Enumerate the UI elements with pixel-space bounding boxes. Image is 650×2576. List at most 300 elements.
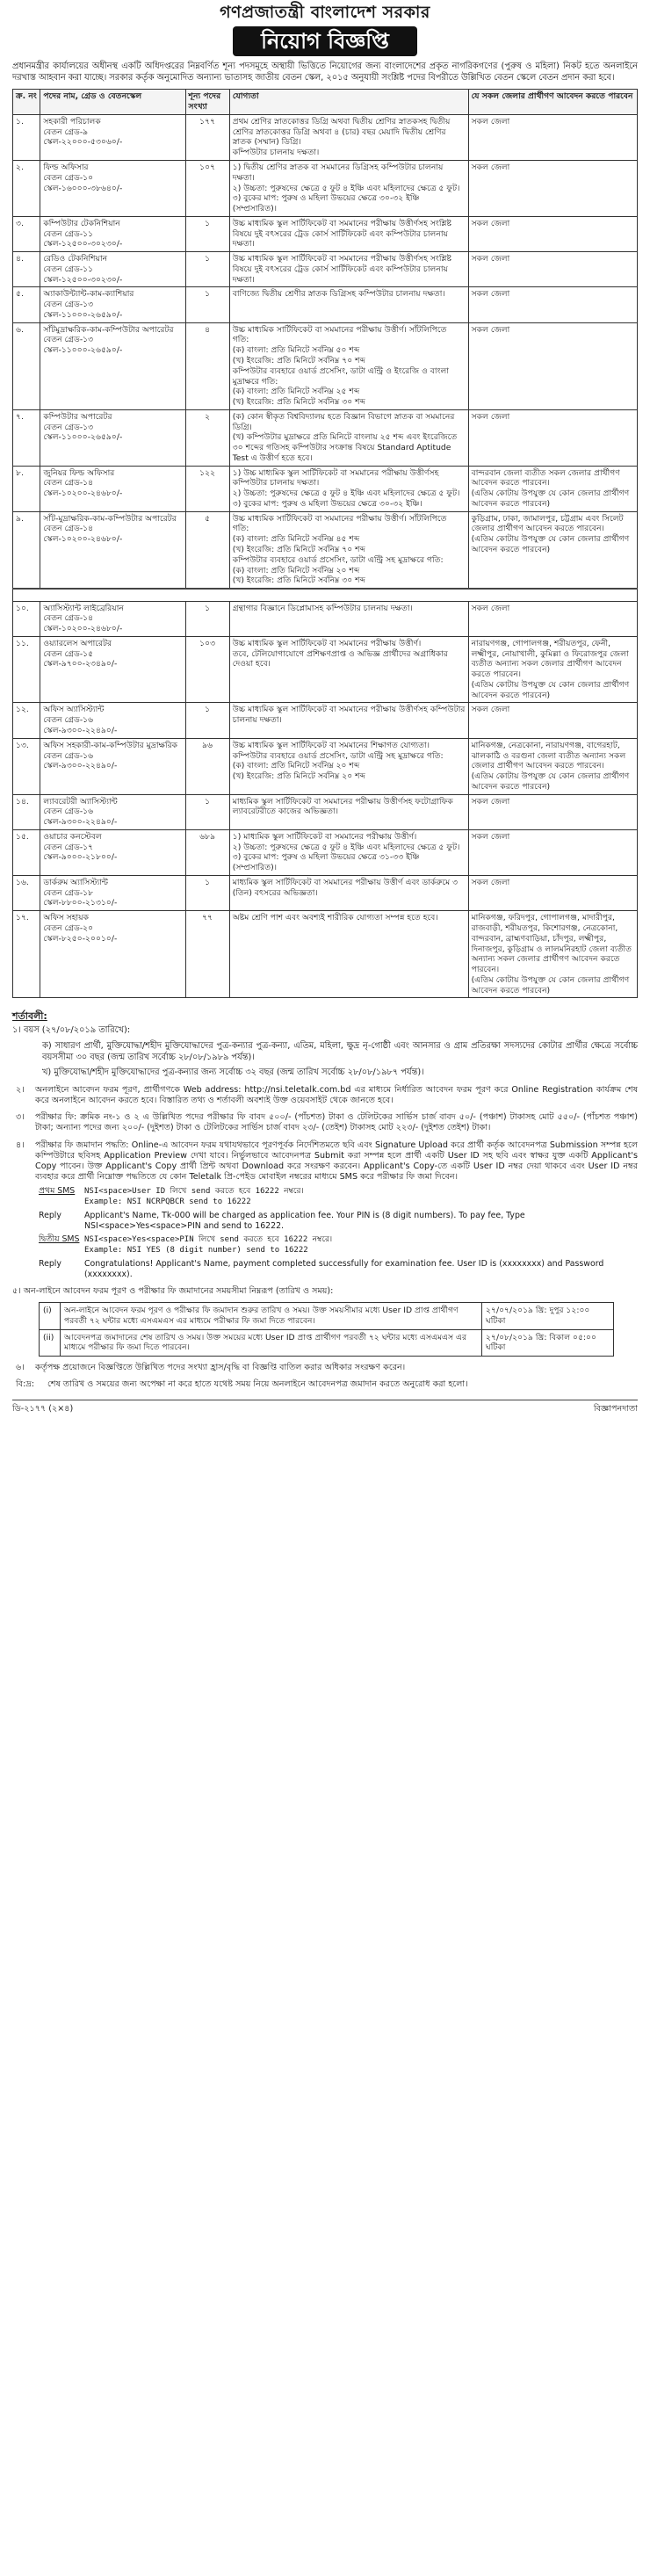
sms-reply-label: Reply — [39, 1258, 61, 1269]
pay-scale: স্কেল-৯০০০-২১৮০০/- — [43, 852, 118, 863]
row-vacancy — [185, 322, 229, 409]
row-serial — [13, 636, 40, 703]
pay-scale: স্কেল-১১০০০-২৬৫৯০/- — [43, 309, 123, 320]
qualification-line: বাণিজ্যে দ্বিতীয় শ্রেণীর স্নাতক ডিগ্রিসহ কম্পিউটার চালনায় দক্ষতা। — [232, 289, 445, 300]
qualification-line: উচ্চ মাধ্যমিক সার্টিফিকেট বা সমমানের পরীক্ষায় উত্তীর্ণ। সাঁটলিপিতে গতি: — [232, 513, 447, 534]
row-serial — [13, 252, 40, 287]
row-qualification — [229, 601, 468, 636]
header-post: পদের নাম, গ্রেড ও বেতনস্কেল — [40, 90, 185, 115]
row-qualification — [229, 252, 468, 287]
pay-grade: বেতন গ্রেড-১৬ — [43, 807, 94, 817]
age-line: ১। বয়স (২৭/০৮/২০১৯ তারিখে): — [12, 1025, 131, 1036]
row-vacancy — [185, 703, 229, 738]
qualification-line: উচ্চ মাধ্যমিক স্কুল সার্টিফিকেট বা সমমানের পরীক্ষায় উত্তীর্ণ। — [232, 638, 422, 648]
pay-grade: বেতন গ্রেড-১৪ — [43, 524, 94, 534]
row-serial — [13, 511, 40, 589]
row-vacancy — [185, 636, 229, 703]
row-vacancy — [185, 911, 229, 998]
qualification-line: (ক) বাংলা: প্রতি মিনিটে সর্বনিম্ন ৫০ শব্দ — [232, 345, 360, 356]
district-line: সকল জেলা — [471, 705, 510, 715]
pay-grade: বেতন গ্রেড-১০ — [43, 172, 94, 183]
table-row — [13, 322, 638, 409]
row-serial — [13, 466, 40, 511]
qualification-line: ৩) বুকের মাপ: পুরুষ ও মহিলা উভয়ের ক্ষেত্রে ৩০-৩২ ইঞ্চি। — [232, 498, 422, 509]
row-post — [40, 322, 185, 409]
pay-grade: বেতন গ্রেড-১৮ — [43, 887, 94, 898]
row-districts — [468, 794, 637, 829]
row-districts — [468, 322, 637, 409]
qualification-line: উচ্চ মাধ্যমিক স্কুল সার্টিফিকেট বা সমমানের পরীক্ষায় উত্তীর্ণসহ কম্পিউটার চালনায় দক্ষতা। — [232, 705, 466, 726]
district-line: (এতিম কোটায় উপযুক্ত যে কোন জেলার প্রার্থীগণ আবেদন করতে পারবেন) — [471, 974, 630, 995]
vacancy-count: ৫ — [205, 513, 211, 524]
vacancy-table — [12, 89, 638, 998]
sms-second-text: NSI<space>Yes<space>PIN লিখে send করতে হবে 16222 নম্বরে। — [84, 1234, 333, 1244]
row-districts — [468, 216, 637, 251]
qualification-line: ১) মাধ্যমিক স্কুল সার্টিফিকেট বা সমমানের পরীক্ষায় উত্তীর্ণ। — [232, 831, 417, 842]
sms-first-label: প্রথম SMS — [39, 1185, 76, 1196]
sms-first-row — [12, 1186, 638, 1208]
qualification-line: (খ) ইংরেজি: প্রতি মিনিটে সর্বনিম্ন ৭০ শব্দ — [232, 355, 366, 365]
row-vacancy — [185, 287, 229, 322]
row-districts — [468, 875, 637, 910]
header-qualification: যোগ্যতা — [229, 90, 468, 115]
pay-grade: বেতন গ্রেড-১১ — [43, 228, 94, 239]
row-serial — [13, 287, 40, 322]
intro-paragraph: প্রধানমন্ত্রীর কার্যালয়ের অধীনস্থ একটি অধিদপ্তরের নিম্নবর্ণিত শূন্য পদসমূহে অস্থায়ী ভিত্তিতে নিয়োগের জন্য বাংলাদেশের প্রকৃত নাগরিকগণের (পুরুষ ও মহিলা) নিকট হতে অনলাইনে দরখাস্ত আহবান করা যাচ্ছে। সরকার কর্তৃক অনুমোদিত অন্যান্য ভাতাসহ জাতীয় বেতন স্কেল, ২০১৫ অনুযায়ী সংশ্লিষ্ট পদের বিপরীতে উল্লিখিত বেতন স্কেলে বেতন প্রদান করা হবে। — [12, 62, 638, 83]
district-line: সকল জেলা — [471, 411, 510, 422]
pay-scale: স্কেল-১০২০০-২৪৬৮০/- — [43, 488, 123, 499]
post-name: অফিস অ্যাসিস্ট্যান্ট — [43, 705, 105, 715]
qualification-line: ১) দ্বিতীয় শ্রেণির স্নাতক বা সমমানের ডিগ্রিসহ কম্পিউটার চালনায় দক্ষতা। — [232, 162, 444, 183]
post-name: রেডিও টেকনিশিয়ান — [43, 254, 108, 264]
sms-instructions — [12, 1186, 638, 1280]
row-post — [40, 601, 185, 636]
age-condition-b: খ) মুক্তিযোদ্ধা/শহীদ মুক্তিযোদ্ধাদের পুত্র-কন্যার জন্য সর্বোচ্চ ৩২ বছর (জন্ম তারিখ সর্বোচ্চ ২৮/০৮/১৯৮৭ পর্যন্ত)। — [42, 1067, 424, 1078]
district-line: কুড়িগ্রাম, ঢাকা, জামালপুর, চট্টগ্রাম এবং সিলেট জেলার প্রার্থীগণ আবেদন করতে পারবেন। — [471, 513, 624, 534]
district-line: সকল জেলা — [471, 116, 510, 127]
header-vacancy: শূন্য পদের সংখ্যা — [185, 90, 229, 115]
row-qualification — [229, 911, 468, 998]
qualification-line: (খ) ইংরেজি: প্রতি মিনিটে সর্বনিম্ন ৩০ শব্দ — [232, 397, 366, 408]
qualification-line: মাধ্যমিক স্কুল সার্টিফিকেট বা সমমানের পরীক্ষায় উত্তীর্ণ এবং ডার্করুমে ৩ (তিন) বৎসরের অভিজ্ঞতা। — [232, 877, 459, 898]
row-districts — [468, 252, 637, 287]
schedule-row — [40, 1303, 614, 1330]
row-vacancy — [185, 601, 229, 636]
row-districts — [468, 466, 637, 511]
row-districts — [468, 636, 637, 703]
row-serial — [13, 875, 40, 910]
pay-grade: বেতন গ্রেড-১৪ — [43, 478, 94, 488]
pay-scale: স্কেল-৯৩০০-২২৪৯০/- — [43, 761, 118, 771]
instruction-number: ৩। — [16, 1112, 25, 1123]
sms-first-example: Example: NSI NCRPQBCR send to 16222 — [84, 1198, 251, 1207]
qualification-line: মাধ্যমিক স্কুল সার্টিফিকেট বা সমমানের পরীক্ষায় উত্তীর্ণসহ ফটোগ্রাফিক ল্যাবরেটরীতে কাজের অভিজ্ঞতা। — [232, 796, 453, 817]
qualification-line: (খ) ইংরেজি: প্রতি মিনিটে সর্বনিম্ন ৩০ শব্দ — [232, 575, 366, 586]
instruction-list — [12, 1085, 638, 1183]
schedule-table — [39, 1302, 614, 1357]
table-row — [13, 252, 638, 287]
sms-second-reply: Congratulations! Applicant's Name, payment completed successfully for examination fee. User ID is (xxxxxxxx) and Password (xxxxxxxx). — [84, 1258, 604, 1279]
vacancy-count: ১৭৭ — [199, 116, 216, 127]
serial-number: ৯. — [16, 513, 24, 524]
district-line: সকল জেলা — [471, 796, 510, 807]
sms-second-example: Example: NSI YES (8 digit number) send to 16222 — [84, 1246, 308, 1255]
district-line: সকল জেলা — [471, 218, 510, 228]
table-row — [13, 601, 638, 636]
table-row — [13, 794, 638, 829]
pay-grade: বেতন গ্রেড-১৬ — [43, 750, 94, 761]
pay-scale: স্কেল-৯৩০০-২২৪৯০/- — [43, 817, 118, 828]
pay-grade: বেতন গ্রেড-২০ — [43, 923, 94, 933]
row-post — [40, 738, 185, 794]
pay-grade: বেতন গ্রেড-১১ — [43, 264, 94, 274]
row-vacancy — [185, 875, 229, 910]
row-qualification — [229, 114, 468, 160]
table-row — [13, 911, 638, 998]
pay-scale: স্কেল-১১০০০-২৬৫৯০/- — [43, 345, 123, 356]
instruction-text: অনলাইনে আবেদন ফরম পূরণ, প্রার্থীগণকে Web address: http://nsi.teletalk.com.bd এর মাধ্যমে নির্ধারিত আবেদন ফরম পূরণ করে Online Registration কার্যক্রম শেষ করে অনলাইনে আবেদন করতে হবে। বিস্তারিত তথ্য ও শর্তাবলী অবশ্যই উক্ত ওয়েবসাইট থেকে জানতে হবে। — [35, 1084, 638, 1105]
pay-grade: বেতন গ্রেড-১৪ — [43, 613, 94, 624]
government-title: গণপ্রজাতন্ত্রী বাংলাদেশ সরকার — [220, 3, 430, 22]
post-name: অ্যাসিস্ট্যান্ট লাইব্রেরিয়ান — [43, 603, 124, 613]
instruction-number: ২। — [16, 1084, 25, 1095]
row-qualification — [229, 322, 468, 409]
qualification-line: (খ) ইংরেজি: প্রতি মিনিটে সর্বনিম্ন ৭০ শব্দ — [232, 545, 366, 554]
serial-number: ১৭. — [16, 913, 29, 923]
vacancy-table-header — [13, 90, 638, 115]
conditions-heading: শর্তাবলী: — [12, 1010, 47, 1023]
post-name: সাঁটমুদ্রাক্ষরিক-কাম-কম্পিউটার অপারেটর — [43, 324, 174, 335]
footer-signature: বিজ্ঞাপনদাতা — [593, 1403, 638, 1414]
qualification-line: (খ) ইংরেজি: প্রতি মিনিটে সর্বনিম্ন ২০ শব্দ — [232, 771, 366, 782]
vacancy-count: ১ — [205, 796, 211, 807]
qualification-line: ৩) বুকের মাপ: পুরুষ ও মহিলা উভয়ের ক্ষেত্রে ৩০-৩২ ইঞ্চি (সম্প্রসারিত)। — [232, 193, 420, 214]
schedule-row-number: (i) — [40, 1303, 61, 1330]
schedule-row-number: (ii) — [40, 1329, 61, 1357]
schedule-row-description: অন-লাইনে আবেদন ফরম পূরণ ও পরীক্ষার ফি জমাদান শুরুর তারিখ ও সময়। উক্ত সময়সীমার মধ্যে User ID প্রাপ্ত প্রার্থীগণ পরবর্তী ৭২ ঘন্টার মধ্যে এসএমএস এর মাধ্যমে পরীক্ষার ফি জমা দিতে পারবেন। — [61, 1303, 482, 1330]
row-qualification — [229, 160, 468, 216]
table-row — [13, 875, 638, 910]
post-name: ফিল্ড অফিসার — [43, 162, 89, 172]
instruction-item — [12, 1085, 638, 1107]
qualification-line: উচ্চ মাধ্যমিক সার্টিফিকেট বা সমমানের পরীক্ষায় উত্তীর্ণ। সাঁটলিপিতে গতি: — [232, 324, 447, 345]
vacancy-count: ২ — [205, 411, 211, 422]
qualification-line: ২) উচ্চতা: পুরুষদের ক্ষেত্রে ৫ ফুট ৪ ইঞ্চি এবং মহিলাদের ক্ষেত্রে ৫ ফুট। — [232, 488, 460, 499]
pay-scale: স্কেল-৯৭০০-২৩৪৯০/- — [43, 659, 118, 669]
row-post — [40, 911, 185, 998]
pay-grade: বেতন গ্রেড-৯ — [43, 127, 89, 137]
serial-number: ৬. — [16, 324, 24, 335]
sms-first-reply: Applicant's Name, Tk-000 will be charged as application fee. Your PIN is (8 digit numbers). To pay fee, Type NSI<space>Yes<space>PIN and send to 16222. — [84, 1210, 525, 1231]
serial-number: ১৬. — [16, 877, 29, 887]
row-post — [40, 252, 185, 287]
row-vacancy — [185, 409, 229, 466]
serial-number: ৭. — [16, 411, 24, 422]
row-post — [40, 511, 185, 589]
qualification-line: কম্পিউটার চালনায় দক্ষতা। — [232, 148, 320, 158]
post-name: সহকারী পরিচালক — [43, 116, 101, 127]
row-qualification — [229, 738, 468, 794]
qualification-line: (ক) বাংলা: প্রতি মিনিটে সর্বনিম্ন ২০ শব্দ — [232, 565, 360, 575]
footer — [12, 1400, 638, 1415]
district-line: বান্দরবান জেলা ব্যতীত সকল জেলার প্রার্থীগণ আবেদন করতে পারবেন। — [471, 467, 620, 488]
serial-number: ১৫. — [16, 831, 29, 842]
row-serial — [13, 160, 40, 216]
closing-number: বি:দ্র: — [16, 1379, 34, 1390]
row-serial — [13, 114, 40, 160]
qualification-line: তবে, টেলিযোগাযোগে প্রশিক্ষণপ্রাপ্ত ও অভিজ্ঞ প্রার্থীদের অগ্রাধিকার দেওয়া হবে। — [232, 648, 448, 669]
schedule-row-description: আবেদনপত্র জমাদানের শেষ তারিখ ও সময়। উক্ত সময়ের মধ্যে User ID প্রাপ্ত প্রার্থীগণ পরবর্তী ৭২ ঘন্টার মধ্যে এসএমএস এর মাধ্যমে পরীক্ষার ফি জমা দিতে পারবেন। — [61, 1329, 482, 1357]
qualification-line: অষ্টম শ্রেণি পাশ এবং অবশ্যই শারীরিক যোগ্যতা সম্পন্ন হতে হবে। — [232, 913, 438, 923]
row-serial — [13, 829, 40, 875]
row-serial — [13, 738, 40, 794]
vacancy-count: ১ — [205, 254, 211, 264]
sms-first-content — [84, 1186, 638, 1208]
row-districts — [468, 601, 637, 636]
post-name: সাঁট-মুদ্রাক্ষরিক-কাম-কম্পিউটার অপারেটর — [43, 513, 177, 524]
row-districts — [468, 114, 637, 160]
vacancy-count: ১ — [205, 289, 211, 300]
schedule-row — [40, 1329, 614, 1357]
row-districts — [468, 829, 637, 875]
header-serial: ক্র. নং — [13, 90, 40, 115]
table-row — [13, 829, 638, 875]
qualification-line: উচ্চ মাধ্যমিক স্কুল সার্টিফিকেট বা সমমানের শিক্ষাগত যোগ্যতা। — [232, 740, 430, 750]
row-vacancy — [185, 794, 229, 829]
row-vacancy — [185, 511, 229, 589]
row-qualification — [229, 287, 468, 322]
serial-number: ৮. — [16, 467, 24, 478]
closing-item — [12, 1379, 638, 1390]
district-line: সকল জেলা — [471, 289, 510, 300]
row-post — [40, 287, 185, 322]
table-row — [13, 114, 638, 160]
vacancy-count: ৯৬ — [202, 740, 213, 750]
district-line: সকল জেলা — [471, 162, 510, 172]
qualification-line: কম্পিউটার ব্যবহারে ওয়ার্ড প্রসেসিং, ডাটা এন্ট্রি সহ মুদ্রাক্ষরে গতি: — [232, 554, 444, 565]
row-serial — [13, 911, 40, 998]
row-vacancy — [185, 114, 229, 160]
post-name: অ্যাকাউন্ট্যান্ট-কাম-ক্যাশিয়ার — [43, 289, 134, 300]
pay-grade: বেতন গ্রেড-১৩ — [43, 422, 94, 432]
district-line: (এতিম কোটায় উপযুক্ত যে কোন জেলার প্রার্থীগণ আবেদন করতে পারবেন) — [471, 771, 630, 792]
row-post — [40, 216, 185, 251]
closing-text: শেষ তারিখ ও সময়ের জন্য অপেক্ষা না করে হাতে যথেষ্ট সময় নিয়ে অনলাইনে আবেদনপত্র জমাদান করতে অনুরোধ করা হলো। — [47, 1379, 468, 1390]
vacancy-count: ১ — [205, 705, 211, 715]
sms-first-text: NSI<space>User ID লিখে send করতে হবে 16222 নম্বরে। — [84, 1186, 304, 1196]
vacancy-count: ১০৭ — [199, 162, 216, 172]
row-vacancy — [185, 829, 229, 875]
row-post — [40, 466, 185, 511]
sms-reply-label: Reply — [39, 1210, 61, 1220]
page-fold-cell — [13, 589, 638, 601]
pay-grade: বেতন গ্রেড-১৬ — [43, 715, 94, 726]
qualification-line: উচ্চ মাধ্যমিক স্কুল সার্টিফিকেট বা সমমানের পরীক্ষায় উত্তীর্ণসহ সংশ্লিষ্ট বিষয়ে দুই বৎসরের ট্রেড কোর্স সার্টিফিকেট এবং কম্পিউটার চালনায় দক্ষতা। — [232, 254, 452, 285]
row-serial — [13, 322, 40, 409]
row-serial — [13, 703, 40, 738]
post-name: ল্যাবরেটরী অ্যাসিস্ট্যান্ট — [43, 796, 118, 807]
serial-number: ৪. — [16, 254, 24, 264]
district-line: নারায়ণগঞ্জ, গোপালগঞ্জ, শরীয়তপুর, ফেনী, লক্ষ্মীপুর, নোয়াখালী, কুমিল্লা ও ফিরোজপুর জেলা ব্যতীত অন্যান্য সকল জেলার প্রার্থীগণ আবেদন করতে পারবেন। — [471, 638, 629, 680]
row-districts — [468, 409, 637, 466]
serial-number: ১. — [16, 116, 24, 127]
schedule-row-date: ২৭/০৭/২০১৯ খ্রি: দুপুর ১২:০০ ঘটিকা — [482, 1303, 614, 1330]
district-line: সকল জেলা — [471, 831, 510, 842]
instruction-item — [12, 1112, 638, 1134]
row-vacancy — [185, 466, 229, 511]
schedule-heading — [12, 1286, 638, 1297]
post-name: জুনিয়র ফিল্ড অফিসার — [43, 467, 115, 478]
table-row — [13, 703, 638, 738]
post-name: অফিস সহায়ক — [43, 913, 90, 923]
pay-scale: স্কেল-১২৫০০-৩০২৩০/- — [43, 274, 123, 285]
notice-title-banner: নিয়োগ বিজ্ঞপ্তি — [233, 26, 417, 56]
pay-scale: স্কেল-৮৮০০-২১৩১০/- — [43, 898, 118, 908]
serial-number: ১৩. — [16, 740, 29, 750]
row-serial — [13, 601, 40, 636]
vacancy-count: ৪ — [205, 324, 211, 335]
row-qualification — [229, 636, 468, 703]
qualification-line: ২) উচ্চতা: পুরুষদের ক্ষেত্রে ৫ ফুট ৪ ইঞ্চি এবং মহিলাদের ক্ষেত্রে ৫ ফুট। — [232, 183, 460, 193]
serial-number: ৫. — [16, 289, 24, 300]
row-serial — [13, 794, 40, 829]
pay-scale: স্কেল-১০২০০-২৪৬৮০/- — [43, 534, 123, 545]
pay-scale: স্কেল-১১০০০-২৬৫৯০/- — [43, 432, 123, 443]
district-line: সকল জেলা — [471, 877, 510, 887]
serial-number: ১২. — [16, 705, 29, 715]
header-districts: যে সকল জেলার প্রার্থীগণ আবেদন করতে পারবেন — [468, 90, 637, 115]
row-serial — [13, 409, 40, 466]
pay-scale: স্কেল-১২৫০০-৩০২৩০/- — [43, 239, 123, 250]
pay-scale: স্কেল-২২০০০-৫৩০৬০/- — [43, 137, 123, 148]
row-qualification — [229, 875, 468, 910]
row-post — [40, 794, 185, 829]
post-name: ওয়াচার কনস্টেবল — [43, 831, 102, 842]
pay-scale: স্কেল-১০২০০-২৪৬৮০/- — [43, 624, 123, 634]
district-line: সকল জেলা — [471, 324, 510, 335]
row-qualification — [229, 409, 468, 466]
closing-text: কর্তৃপক্ষ প্রয়োজনে বিজ্ঞপ্তিতে উল্লিখিত পদের সংখ্যা হ্রাস/বৃদ্ধি বা বিজ্ঞপ্তি বাতিল করার অধিকার সংরক্ষণ করেন। — [35, 1363, 406, 1373]
schedule-heading-text: ৫। অন-লাইনে আবেদন ফরম পূরণ ও পরীক্ষার ফি জমাদানের সময়সীমা নিম্নরূপ (তারিখ ও সময়): — [12, 1285, 334, 1296]
sms-second-content — [84, 1234, 638, 1256]
row-qualification — [229, 216, 468, 251]
pay-scale: স্কেল-১৬০০০-৩৮৬৪০/- — [43, 183, 123, 193]
serial-number: ১১. — [16, 638, 29, 648]
instruction-item — [12, 1140, 638, 1183]
qualification-line: (ক) কোন স্বীকৃত বিশ্ববিদ্যালয় হতে বিজ্ঞান বিভাগে স্নাতক বা সমমানের ডিগ্রি। — [232, 411, 455, 432]
qualification-line: গ্রন্থাগার বিজ্ঞানে ডিপ্লোমাসহ কম্পিউটার চালনায় দক্ষতা। — [232, 603, 413, 613]
row-vacancy — [185, 738, 229, 794]
qualification-line: উচ্চ মাধ্যমিক স্কুল সার্টিফিকেট বা সমমানের পরীক্ষায় উত্তীর্ণসহ সংশ্লিষ্ট বিষয়ে দুই বৎসরের ট্রেড কোর্স সার্টিফিকেট এবং কম্পিউটার চালনায় দক্ষতা। — [232, 218, 452, 250]
row-vacancy — [185, 252, 229, 287]
qualification-line: (ক) বাংলা: প্রতি মিনিটে সর্বনিম্ন ২০ শব্দ — [232, 761, 360, 771]
table-row — [13, 738, 638, 794]
qualification-line: কম্পিউটার ব্যবহারে ওয়ার্ড প্রসেসিং, ডাটা এন্ট্রি ও ইংরেজি ও বাংলা মুদ্রাক্ষরে গতি: — [232, 365, 450, 387]
row-qualification — [229, 829, 468, 875]
table-row — [13, 160, 638, 216]
row-serial — [13, 216, 40, 251]
vacancy-count: ৬৮৯ — [199, 831, 216, 842]
qualification-line: কম্পিউটার ব্যবহারে ওয়ার্ড প্রসেসিং, ডাটা এন্ট্রি সহ মুদ্রাক্ষরে গতি: — [232, 750, 444, 761]
table-row — [13, 466, 638, 511]
row-qualification — [229, 794, 468, 829]
footer-reference: ডি-২১৭৭ (২×৪) — [12, 1403, 74, 1414]
qualification-line: প্রথম শ্রেণির স্নাতকোত্তর ডিগ্রি অথবা দ্বিতীয় শ্রেণির স্নাতকসহ দ্বিতীয় শ্রেণির স্নাতকোত্তর ডিগ্রি অথবা ৪ (চার) বছর মেয়াদি দ্বিতীয় শ্রেণির স্নাতক (সম্মান) ডিগ্রি। — [232, 116, 451, 148]
post-name: ডার্করুম অ্যাসিস্ট্যান্ট — [43, 877, 109, 887]
district-line: মানিকগঞ্জ, ফরিদপুর, গোপালগঞ্জ, মাদারীপুর, রাজবাড়ী, শরীয়তপুর, কিশোরগঞ্জ, নেত্রকোনা, বান্দরবান, ব্রাহ্মণবাড়িয়া, চাঁদপুর, লক্ষ্মীপুর, দিনাজপুর, কুড়িগ্রাম ও লালমনিরহাট জেলা ব্যতীত অন্যান্য সকল জেলার প্রার্থীগণ আবেদন করতে পারবেন। — [471, 913, 632, 975]
row-post — [40, 409, 185, 466]
table-row — [13, 636, 638, 703]
post-name: অফিস সহকারী-কাম-কম্পিউটার মুদ্রাক্ষরিক — [43, 740, 178, 750]
row-post — [40, 636, 185, 703]
district-line: সকল জেলা — [471, 254, 510, 264]
pay-scale: স্কেল-৮২৫০-২০০১০/- — [43, 933, 118, 944]
row-districts — [468, 911, 637, 998]
post-name: কম্পিউটার অপারেটর — [43, 411, 112, 422]
row-districts — [468, 287, 637, 322]
serial-number: ১৪. — [16, 796, 29, 807]
row-qualification — [229, 466, 468, 511]
sms-second-row — [12, 1234, 638, 1256]
row-districts — [468, 738, 637, 794]
row-vacancy — [185, 216, 229, 251]
instruction-number: ৪। — [16, 1140, 25, 1150]
closing-number: ৬। — [16, 1363, 25, 1373]
instruction-text: পরীক্ষার ফি জমাদান পদ্ধতি: Online-এ আবেদন ফরম যথাযথভাবে পূরণপূর্বক নির্দেশিতমতে ছবি এবং Signature Upload করে প্রার্থী কর্তৃক আবেদনপত্র Submission সম্পন্ন হলে কম্পিউটারে ছবিসহ Application Preview দেখা যাবে। নির্ভুলভাবে আবেদনপত্র Submit করা সম্পন্ন হলে প্রার্থী একটি User ID সহ ছবি এবং স্বাক্ষর যুক্ত একটি Applicant's Copy পাবেন। উক্ত Applicant's Copy প্রার্থী প্রিন্ট অথবা Download করে সংরক্ষণ করবেন। Applicant's Copy-তে একটি User ID নম্বর দেয়া থাকবে এবং User ID নম্বর ব্যবহার করে প্রার্থী নিম্নোক্ত পদ্ধতিতে যে কোন Teletalk প্রি-পেইড মোবাইল নম্বরের মাধ্যমে SMS করে পরীক্ষার ফি জমা দিবেন। — [35, 1140, 638, 1183]
closing-item — [12, 1363, 638, 1373]
pay-grade: বেতন গ্রেড-১৩ — [43, 335, 94, 345]
row-vacancy — [185, 160, 229, 216]
post-name: ওয়্যারলেস অপারেটর — [43, 638, 112, 648]
page-fold-gap — [13, 589, 638, 601]
vacancy-count: ১ — [205, 218, 211, 228]
schedule-row-date: ২৭/০৮/২০১৯ খ্রি: বিকাল ০৫:০০ ঘটিকা — [482, 1329, 614, 1357]
qualification-line: (খ) কম্পিউটার মুদ্রাক্ষরে প্রতি মিনিটে বাংলায় ২৫ শব্দ এবং ইংরেজিতে ৩০ শব্দের গতিসহ কম্পিউটার সংক্রান্ত বিষয়ে Standard Aptitude Test এ উত্তীর্ণ হতে হবে। — [232, 432, 458, 463]
row-post — [40, 160, 185, 216]
sms-second-label: দ্বিতীয় SMS — [39, 1234, 80, 1244]
row-districts — [468, 160, 637, 216]
sms-second-reply-row — [12, 1259, 638, 1280]
vacancy-count: ১২২ — [199, 467, 216, 478]
vacancy-table-body — [13, 114, 638, 997]
row-qualification — [229, 703, 468, 738]
row-post — [40, 114, 185, 160]
pay-scale: স্কেল-৯৩০০-২২৪৯০/- — [43, 725, 118, 735]
serial-number: ১০. — [16, 603, 29, 613]
instruction-text: পরীক্ষার ফি: ক্রমিক নং-১ ও ২ এ উল্লিখিত পদের পরীক্ষার ফি বাবদ ৫০০/- (পাঁচশত) টাকা ও টেলিটকের সার্ভিস চার্জ বাবদ ৫০/- (পঞ্চাশ) টাকাসহ মোট ৫৫০/- (পাঁচশত পঞ্চাশ) টাকা; অন্যান্য পদের জন্য ২০০/- (দুইশত) টাকা ও টেলিটকের সার্ভিস চার্জ বাবদ ২৩/- (তেইশ) টাকাসহ মোট ২২৩/- (দুইশত তেইশ) টাকা। — [35, 1112, 638, 1133]
district-line: সকল জেলা — [471, 603, 510, 613]
serial-number: ২. — [16, 162, 24, 172]
pay-grade: বেতন গ্রেড-১৭ — [43, 842, 94, 852]
row-districts — [468, 703, 637, 738]
vacancy-count: ১০৩ — [199, 638, 216, 648]
qualification-line: ২) উচ্চতা: পুরুষদের ক্ষেত্রে ৫ ফুট ৪ ইঞ্চি এবং মহিলাদের ক্ষেত্রে ৫ ফুট। — [232, 842, 460, 852]
table-row — [13, 511, 638, 589]
row-districts — [468, 511, 637, 589]
qualification-line: ৩) বুকের মাপ: পুরুষ ও মহিলা উভয়ের ক্ষেত্রে ৩১-৩৩ ইঞ্চি (সম্প্রসারিত)। — [232, 852, 420, 873]
row-qualification — [229, 511, 468, 589]
vacancy-count: ১ — [205, 603, 211, 613]
row-post — [40, 703, 185, 738]
post-name: কম্পিউটার টেকনিশিয়ান — [43, 218, 120, 228]
qualification-line: (ক) বাংলা: প্রতি মিনিটে সর্বনিম্ন ২৫ শব্দ — [232, 387, 360, 397]
table-row — [13, 287, 638, 322]
qualification-line: ১) উচ্চ মাধ্যমিক স্কুল সার্টিফিকেট বা সমমানের পরীক্ষায় উত্তীর্ণসহ কম্পিউটার চালনায় দক্ষতা। — [232, 467, 439, 488]
age-condition-a: ক) সাধারণ প্রার্থী, মুক্তিযোদ্ধা/শহীদ মুক্তিযোদ্ধাদের পুত্র-কন্যার পুত্র-কন্যা, এতিম, মহিলা, ক্ষুদ্র নৃ-গোষ্ঠী এবং আনসার ও গ্রাম প্রতিরক্ষা সদস্যদের কোটার প্রার্থীর ক্ষেত্রে সর্বোচ্চ বয়সসীমা ৩০ বছর (জন্ম তারিখ সর্বোচ্চ ২৮/০৮/১৯৮৯ পর্যন্ত)। — [42, 1040, 638, 1062]
serial-number: ৩. — [16, 218, 24, 228]
table-row — [13, 409, 638, 466]
district-line: (এতিম কোটায় উপযুক্ত যে কোন জেলার প্রার্থীগণ আবেদন করতে পারবেন) — [471, 488, 630, 509]
